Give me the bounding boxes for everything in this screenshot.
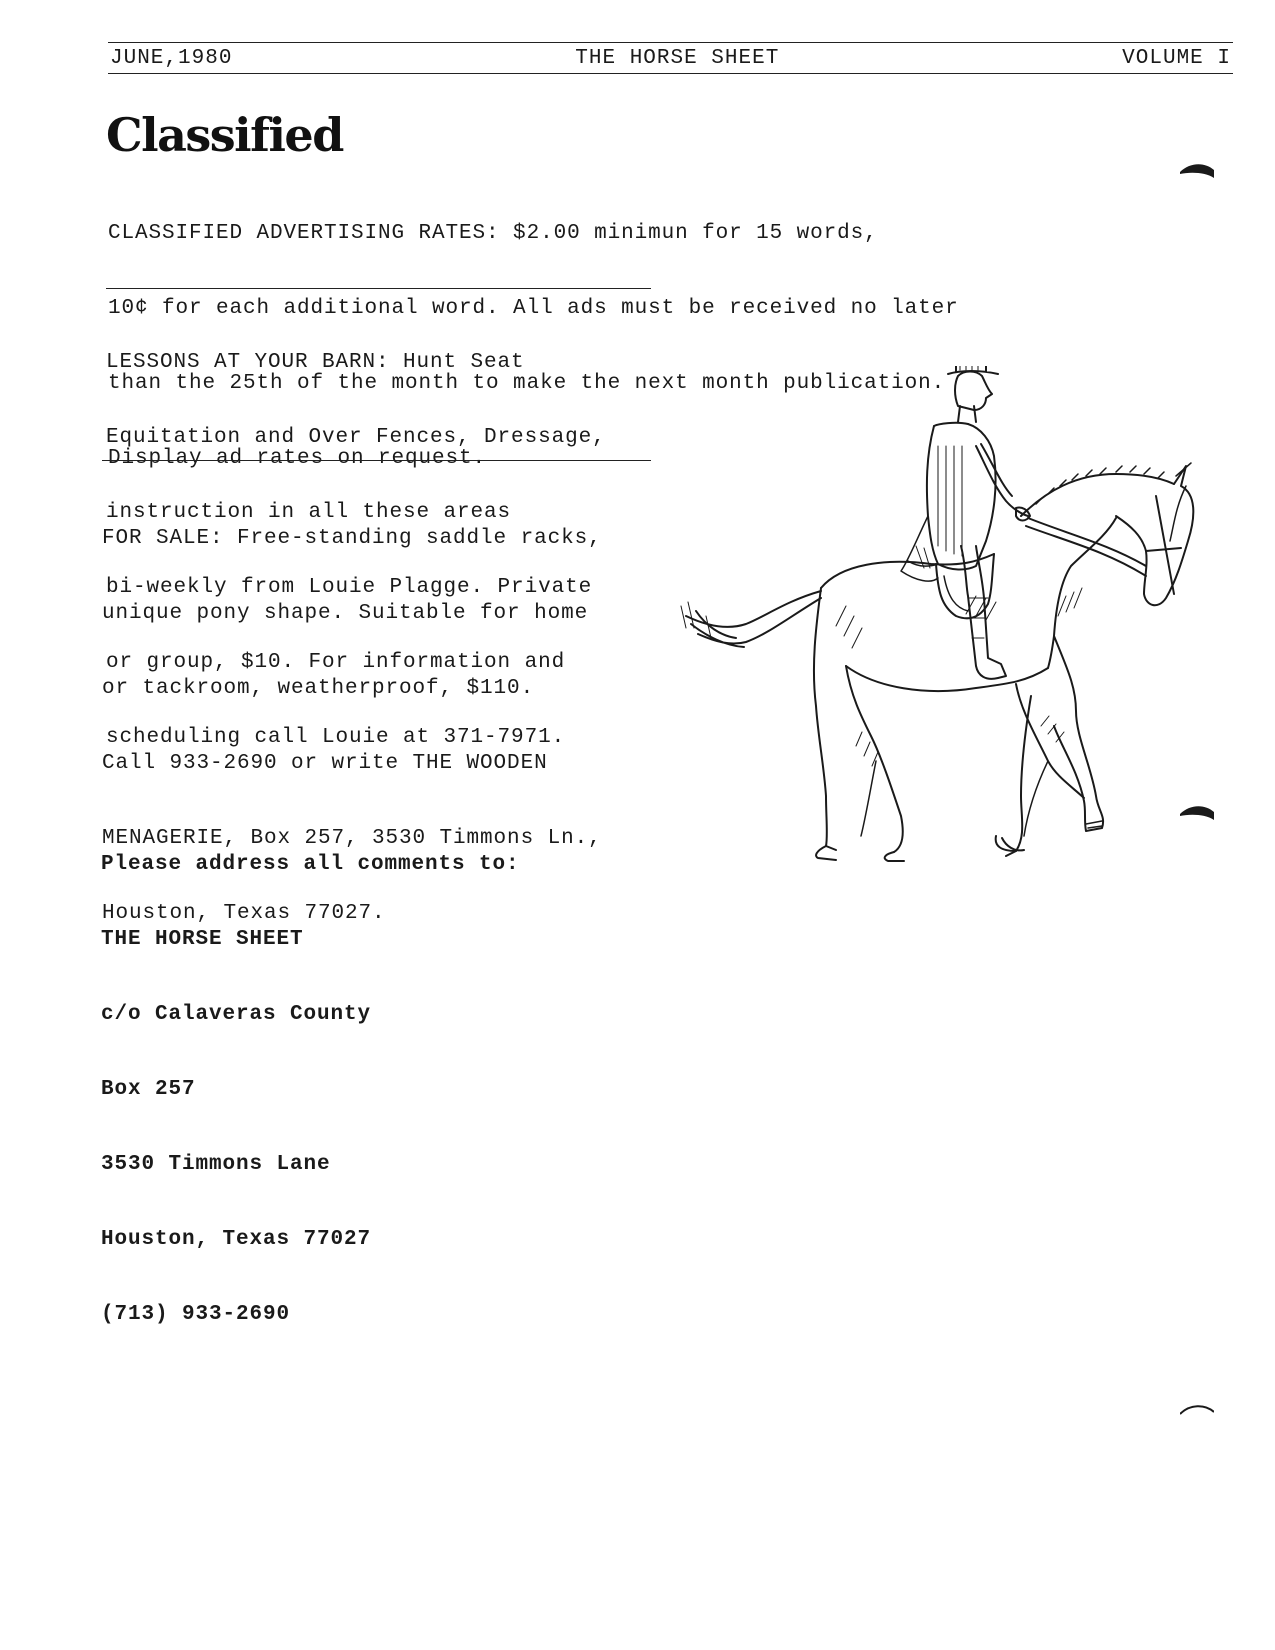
horse-and-rider-illustration <box>676 366 1256 906</box>
text-line: LESSONS AT YOUR BARN: Hunt Seat <box>106 351 525 374</box>
page-title: Classified <box>106 108 343 162</box>
text-line: CLASSIFIED ADVERTISING RATES: $2.00 minimun for 15 words, <box>108 222 878 245</box>
text-line: 3530 Timmons Lane <box>101 1153 331 1176</box>
mailing-address <box>101 802 520 1352</box>
text-line: MENAGERIE, Box 257, 3530 Timmons Ln., <box>102 827 602 850</box>
divider <box>102 460 651 461</box>
text-line: instruction in all these areas <box>106 501 512 524</box>
text-line: scheduling call Louie at 371-7971. <box>106 726 566 749</box>
text-line: (713) 933-2690 <box>101 1303 291 1326</box>
text-line: unique pony shape. Suitable for home <box>102 602 589 625</box>
text-line: than the 25th of the month to make the next month publication. <box>108 372 946 395</box>
text-line: or tackroom, weatherproof, $110. <box>102 677 535 700</box>
divider <box>106 288 651 289</box>
text-line: Display ad rates on request. <box>108 447 487 470</box>
volume-number: VOLUME I <box>1122 46 1231 70</box>
text-line: Equitation and Over Fences, Dressage, <box>106 426 606 449</box>
text-line: Please address all comments to: <box>101 853 520 876</box>
text-line: 10¢ for each additional word. All ads must be received no later <box>108 297 959 320</box>
text-line: THE HORSE SHEET <box>101 928 304 951</box>
text-line: Houston, Texas 77027 <box>101 1228 372 1251</box>
text-line: Box 257 <box>101 1078 196 1101</box>
text-line: c/o Calaveras County <box>101 1003 372 1026</box>
punch-hole-mark <box>1180 804 1214 820</box>
punch-hole-mark <box>1180 1402 1214 1418</box>
page-header <box>108 42 1233 74</box>
text-line: FOR SALE: Free-standing saddle racks, <box>102 527 602 550</box>
text-line: bi-weekly from Louie Plagge. Private <box>106 576 593 599</box>
text-line: Call 933-2690 or write THE WOODEN <box>102 752 548 775</box>
issue-date: JUNE,1980 <box>110 46 233 70</box>
text-line: or group, $10. For information and <box>106 651 566 674</box>
text-line: Houston, Texas 77027. <box>102 902 386 925</box>
punch-hole-mark <box>1180 162 1214 178</box>
publication-name: THE HORSE SHEET <box>575 46 780 70</box>
